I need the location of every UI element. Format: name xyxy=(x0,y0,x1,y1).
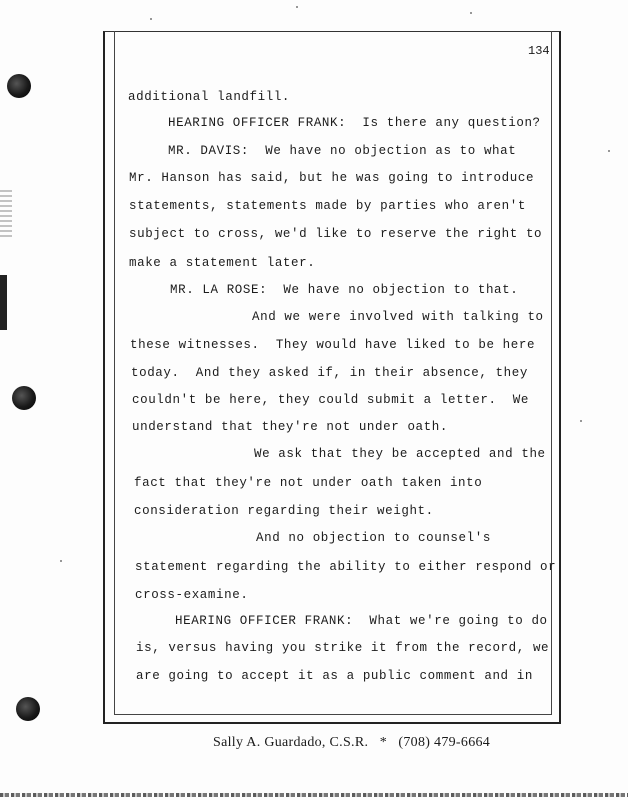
transcript-line: We ask that they be accepted and the xyxy=(254,447,546,461)
transcript-line: statement regarding the ability to either respond or xyxy=(135,560,557,574)
scan-speck xyxy=(60,560,62,562)
scan-speck xyxy=(580,420,582,422)
transcript-line: make a statement later. xyxy=(129,256,316,270)
transcript-line: statements, statements made by parties who aren't xyxy=(129,199,526,213)
transcript-line: is, versus having you strike it from the record, we xyxy=(136,641,550,655)
footer-separator: * xyxy=(379,735,387,750)
transcript-line: these witnesses. They would have liked to be here xyxy=(130,338,536,352)
punch-hole-top xyxy=(7,74,31,98)
transcript-line: And we were involved with talking to xyxy=(252,310,544,324)
scan-bottom-edge xyxy=(0,793,628,797)
transcript-line: today. And they asked if, in their absence, they xyxy=(131,366,528,380)
transcript-line: fact that they're not under oath taken into xyxy=(134,476,483,490)
scan-speck xyxy=(150,18,152,20)
transcript-line: understand that they're not under oath. xyxy=(132,420,448,434)
transcript-line: HEARING OFFICER FRANK: What we're going to do xyxy=(175,614,548,628)
transcript-line: MR. LA ROSE: We have no objection to that. xyxy=(170,283,519,297)
scan-speck xyxy=(470,12,472,14)
transcript-line: MR. DAVIS: We have no objection as to what xyxy=(168,144,517,158)
punch-hole-bottom xyxy=(16,697,40,721)
transcript-line: cross-examine. xyxy=(135,588,249,602)
transcript-line: couldn't be here, they could submit a letter. We xyxy=(132,393,529,407)
scan-edge-noise xyxy=(0,190,12,240)
reporter-phone: (708) 479-6664 xyxy=(398,735,491,750)
scan-edge-mark xyxy=(0,275,7,330)
reporter-footer xyxy=(213,735,490,751)
scan-speck xyxy=(296,6,298,8)
punch-hole-middle xyxy=(12,386,36,410)
scan-speck xyxy=(608,150,610,152)
transcript-line: subject to cross, we'd like to reserve the right to xyxy=(129,227,543,241)
transcript-line: are going to accept it as a public comment and in xyxy=(136,669,533,683)
page-number: 134 xyxy=(528,44,550,58)
transcript-line: And no objection to counsel's xyxy=(256,531,491,545)
reporter-name: Sally A. Guardado, C.S.R. xyxy=(213,735,369,750)
transcript-line: additional landfill. xyxy=(128,90,291,104)
transcript-line: consideration regarding their weight. xyxy=(134,504,434,518)
transcript-line: HEARING OFFICER FRANK: Is there any question? xyxy=(168,116,541,130)
transcript-line: Mr. Hanson has said, but he was going to introduce xyxy=(129,171,535,185)
